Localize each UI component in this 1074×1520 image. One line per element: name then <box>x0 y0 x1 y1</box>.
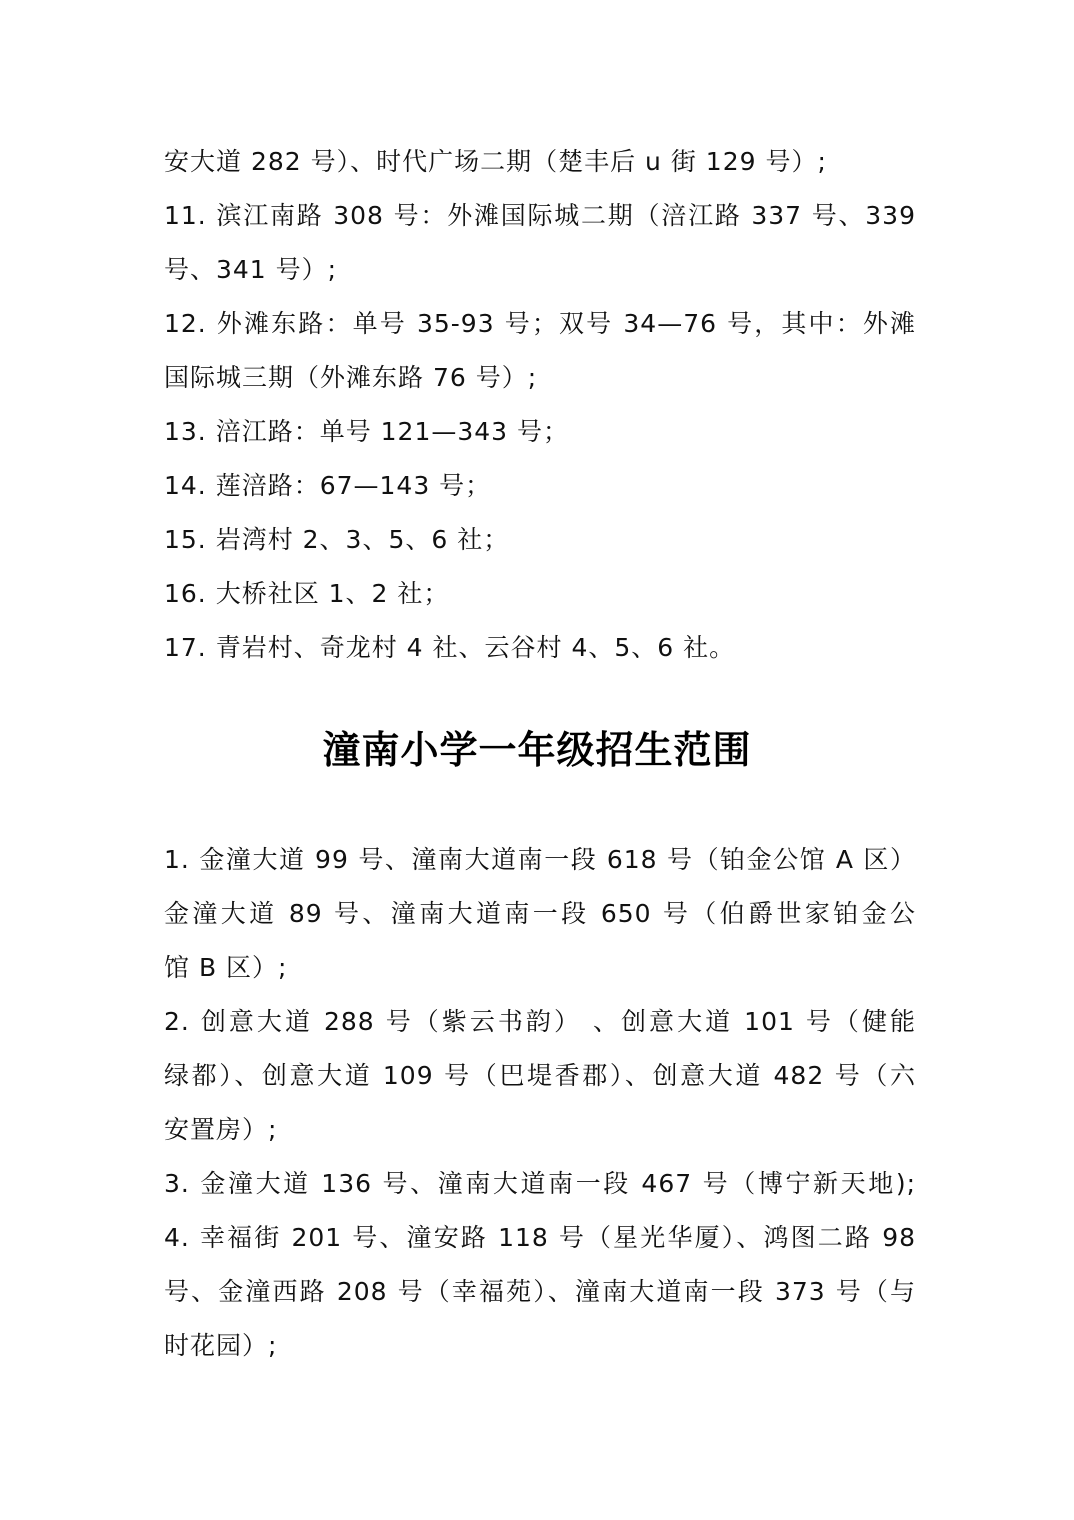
text-line: 安置房）; <box>164 1115 278 1144</box>
text-line: 号、341 号）; <box>164 255 338 284</box>
text-line: 17. 青岩村、奇龙村 4 社、云谷村 4、5、6 社。 <box>164 633 736 662</box>
continuation-list <box>164 135 916 675</box>
text-line: 13. 涪江路：单号 121—343 号； <box>164 417 570 446</box>
text-line: 16. 大桥社区 1、2 社； <box>164 579 450 608</box>
text-line: 馆 B 区）; <box>164 953 288 982</box>
text-line: 绿都）、创意大道 109 号（巴堤香郡）、创意大道 482 号（六 <box>164 1061 916 1090</box>
text-line: 14. 莲涪路：67—143 号； <box>164 471 492 500</box>
text-line: 时花园）; <box>164 1331 278 1360</box>
text-line: 国际城三期（外滩东路 76 号）; <box>164 363 538 392</box>
section-title: 潼南小学一年级招生范围 <box>322 727 752 772</box>
text-line: 3. 金潼大道 136 号、潼南大道南一段 467 号（博宁新天地); <box>164 1169 916 1198</box>
section-list <box>164 833 916 1373</box>
text-line: 安大道 282 号）、时代广场二期（楚丰后 u 街 129 号）; <box>164 147 827 176</box>
text-line: 11. 滨江南路 308 号：外滩国际城二期（涪江路 337 号、339 <box>164 201 916 230</box>
text-line: 号、金潼西路 208 号（幸福苑）、潼南大道南一段 373 号（与 <box>164 1277 916 1306</box>
text-line: 金潼大道 89 号、潼南大道南一段 650 号（伯爵世家铂金公 <box>164 899 916 928</box>
text-line: 2. 创意大道 288 号（紫云书韵） 、创意大道 101 号（健能 <box>164 1007 916 1036</box>
text-line: 4. 幸福街 201 号、潼安路 118 号（星光华厦）、鸿图二路 98 <box>164 1223 916 1252</box>
text-line: 12. 外滩东路：单号 35-93 号；双号 34—76 号，其中：外滩 <box>164 309 916 338</box>
text-line: 15. 岩湾村 2、3、5、6 社； <box>164 525 510 554</box>
text-line: 1. 金潼大道 99 号、潼南大道南一段 618 号（铂金公馆 A 区） <box>164 845 916 874</box>
